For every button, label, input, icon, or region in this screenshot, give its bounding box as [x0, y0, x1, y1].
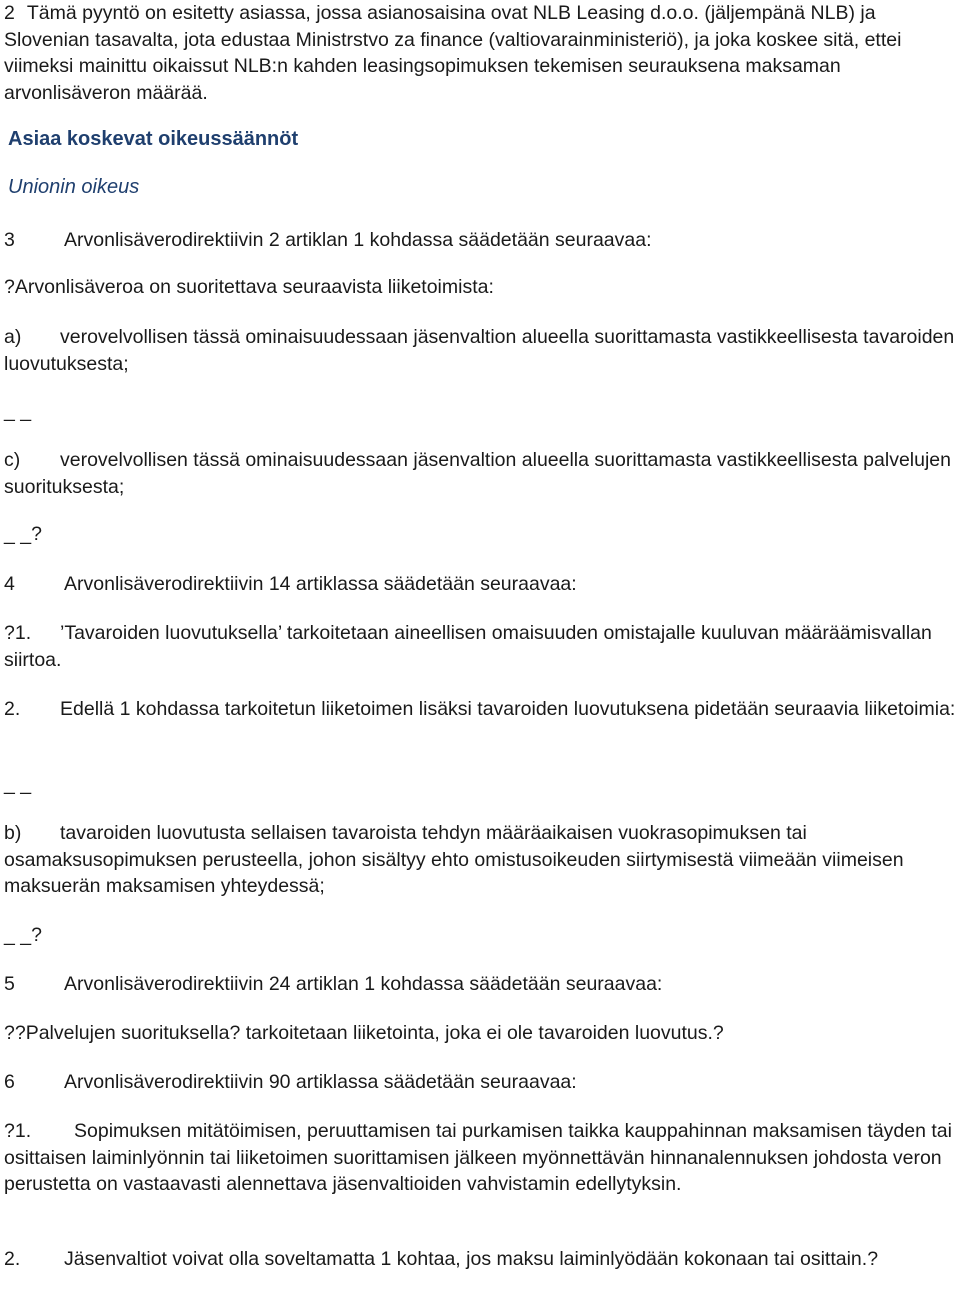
quote-intro: ?Arvonlisäveroa on suoritettava seuraavista liiketoimista:	[4, 276, 494, 298]
list-item-text: Edellä 1 kohdassa tarkoitetun liiketoimen lisäksi tavaroiden luovutuksena pidetään seuraavia liiketoimia:	[60, 698, 956, 720]
list-item-text: verovelvollisen tässä ominaisuudessaan jäsenvaltion alueella suorittamasta vastikkeellisesta palvelujen suorituksesta;	[4, 449, 951, 498]
paragraph-text: Tämä pyyntö on esitetty asiassa, jossa asianosaisina ovat NLB Leasing d.o.o. (jäljempänä NLB) ja Slovenian tasavalta, jota edustaa Ministrstvo za finance (valtiovarainministeriö), ja joka koskee sitä, ettei viimeksi mainittu oikaissut NLB:n kahden leasingsopimuksen tekemisen seurauksena maksaman arvonlisäveron määrää.	[4, 2, 902, 104]
list-item-text: verovelvollisen tässä ominaisuudessaan jäsenvaltion alueella suorittamasta vastikkeellisesta tavaroiden luovutuksesta;	[4, 326, 955, 375]
paragraph-6	[4, 1069, 956, 1096]
omission-dashes-end: _ _?	[4, 523, 42, 545]
omission-dashes-end: _ _?	[4, 924, 42, 946]
list-item-c	[4, 447, 956, 500]
section-heading: Asiaa koskevat oikeussäännöt	[8, 128, 299, 150]
omission-dashes: _ _	[4, 400, 32, 422]
paragraph-number: 3	[4, 229, 15, 251]
paragraph-number: 4	[4, 573, 15, 595]
paragraph-5	[4, 971, 956, 998]
quote-24: ??Palvelujen suorituksella? tarkoitetaan liiketointa, joka ei ole tavaroiden luovutus.?	[4, 1022, 724, 1044]
list-item-90-2	[4, 1246, 956, 1273]
list-marker: 2.	[4, 1248, 21, 1270]
list-item-14-1	[4, 620, 956, 673]
paragraph-text: Arvonlisäverodirektiivin 24 artiklan 1 kohdassa säädetään seuraavaa:	[64, 973, 663, 995]
list-marker: a)	[4, 326, 22, 348]
paragraph-2	[4, 0, 956, 106]
list-marker: ?1.	[4, 1120, 32, 1142]
list-marker: b)	[4, 822, 22, 844]
omission-dashes: _ _	[4, 773, 32, 795]
list-marker: c)	[4, 449, 21, 471]
list-item-a	[4, 324, 956, 377]
list-item-text: Jäsenvaltiot voivat olla soveltamatta 1 kohtaa, jos maksu laiminlyödään kokonaan tai osittain.?	[64, 1248, 879, 1270]
paragraph-number: 5	[4, 973, 15, 995]
list-marker: 2.	[4, 698, 21, 720]
list-item-14-2	[4, 696, 956, 723]
paragraph-3	[4, 227, 956, 254]
list-item-b	[4, 820, 956, 900]
section-subheading: Unionin oikeus	[8, 176, 140, 198]
paragraph-text: Arvonlisäverodirektiivin 90 artiklassa säädetään seuraavaa:	[64, 1071, 577, 1093]
paragraph-4	[4, 571, 956, 598]
paragraph-text: Arvonlisäverodirektiivin 2 artiklan 1 kohdassa säädetään seuraavaa:	[64, 229, 652, 251]
list-marker: ?1.	[4, 622, 32, 644]
list-item-90-1	[4, 1118, 956, 1198]
paragraph-number: 6	[4, 1071, 15, 1093]
paragraph-text: Arvonlisäverodirektiivin 14 artiklassa säädetään seuraavaa:	[64, 573, 577, 595]
paragraph-number: 2	[4, 2, 15, 24]
list-item-text: ’Tavaroiden luovutuksella’ tarkoitetaan aineellisen omaisuuden omistajalle kuuluvan määräämisvallan siirtoa.	[4, 622, 932, 671]
list-item-text: Sopimuksen mitätöimisen, peruuttamisen tai purkamisen taikka kauppahinnan maksamisen täyden tai osittaisen laiminlyönnin tai liiketoimen suorittamisen jälkeen myönnettävän hinnanalennuksen johdosta veron perustetta on vastaavasti alennettava jäsenvaltioiden vahvistamin edellytyksin.	[4, 1120, 952, 1195]
list-item-text: tavaroiden luovutusta sellaisen tavaroista tehdyn määräaikaisen vuokrasopimuksen tai osamaksusopimuksen perusteella, johon sisältyy ehto omistusoikeuden siirtymisestä viimeään viimeisen maksuerän maksamisen yhteydessä;	[4, 822, 904, 897]
